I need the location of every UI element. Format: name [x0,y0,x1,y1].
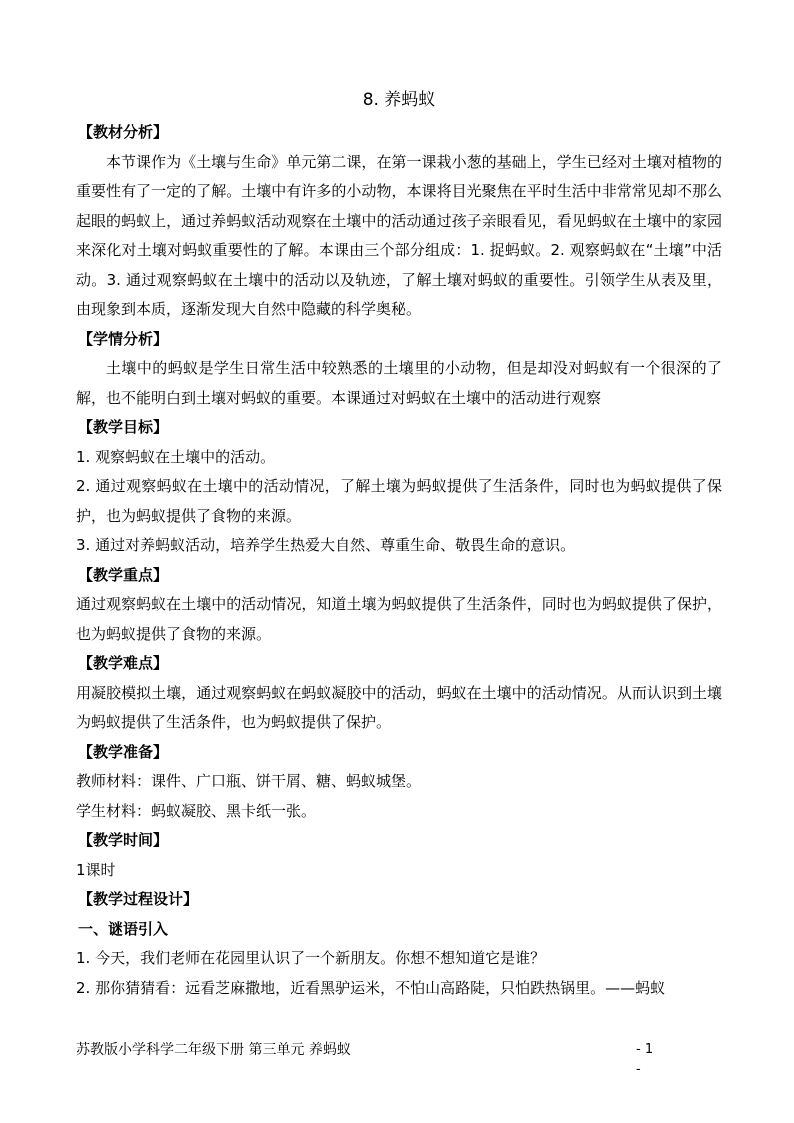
process-item-2: 2. 那你猜猜看：远看芝麻撒地，近看黑驴运米，不怕山高路陡，只怕跌热锅里。——蚂蚁 [76,978,666,997]
document-body [76,86,722,1003]
footer-book-info: 苏教版小学科学二年级下册 第三单元 养蚂蚁 [76,1042,351,1058]
teacher-materials: 教师材料：课件、广口瓶、饼干屑、糖、蚂蚁城堡。 [76,772,422,790]
key-points-paragraph: 通过观察蚂蚁在土壤中的活动情况，知道土壤为蚂蚁提供了生活条件，同时也为蚂蚁提供了保护，也为蚂蚁提供了食物的来源。 [76,595,722,643]
process-subheading-riddle: 一、谜语引入 [78,919,169,938]
lesson-time: 1课时 [76,860,116,879]
process-item-1: 1. 今天，我们老师在花园里认识了一个新朋友。你想不想知道它是谁？ [76,949,546,967]
section-heading-key-points: 【教学重点】 [78,565,169,584]
section-heading-time: 【教学时间】 [78,831,169,849]
student-materials: 学生材料：蚂蚁凝胶、黑卡纸一张。 [76,801,317,820]
goal-item-2: 2. 通过观察蚂蚁在土壤中的活动情况，了解土壤为蚂蚁提供了生活条件，同时也为蚂蚁提供了保护，也为蚂蚁提供了食物的来源。 [76,477,722,525]
goal-item-1: 1. 观察蚂蚁在土壤中的活动。 [76,447,276,466]
students-paragraph: 土壤中的蚂蚁是学生日常生活中较熟悉的土壤里的小动物，但是却没对蚂蚁有一个很深的了解，也不能明白到土壤对蚂蚁的重要。本课通过对蚂蚁在土壤中的活动进行观察 [76,359,722,407]
section-heading-goals: 【教学目标】 [78,418,169,436]
section-heading-analysis: 【教材分析】 [78,123,169,141]
section-heading-students: 【学情分析】 [78,329,169,348]
page-title: 8. 养蚂蚁 [362,90,436,110]
analysis-paragraph: 本节课作为《土壤与生命》单元第二课，在第一课栽小葱的基础上，学生已经对土壤对植物的重要性有了一定的了解。土壤中有许多的小动物，本课将目光聚焦在平时生活中非常常见却不那么起眼的蚂蚁上，通过养蚂蚁活动观察在土壤中的活动通过孩子亲眼看见，看见蚂蚁在土壤中的家园来深化对土壤对蚂蚁重要性的了解。本课由三个部分组成：1. 捉蚂蚁。2. 观察蚂蚁在“土壤”中活动。3. 通过观察蚂蚁在土壤中的活动以及轨迹，了解土壤对蚂蚁的重要性。引领学生从表及里，由现象到本质，逐渐发现大自然中隐藏的科学奥秘。 [76,152,722,318]
section-heading-difficulties: 【教学难点】 [78,654,169,672]
section-heading-preparation: 【教学准备】 [78,742,169,761]
section-heading-process: 【教学过程设计】 [78,890,199,908]
page-number: - 1 - [636,1042,654,1077]
difficulties-paragraph: 用凝胶模拟土壤，通过观察蚂蚁在蚂蚁凝胶中的活动，蚂蚁在土壤中的活动情况。从而认识到土壤为蚂蚁提供了生活条件，也为蚂蚁提供了保护。 [76,683,722,731]
goal-item-3: 3. 通过对养蚂蚁活动，培养学生热爱大自然、尊重生命、敬畏生命的意识。 [76,536,576,554]
